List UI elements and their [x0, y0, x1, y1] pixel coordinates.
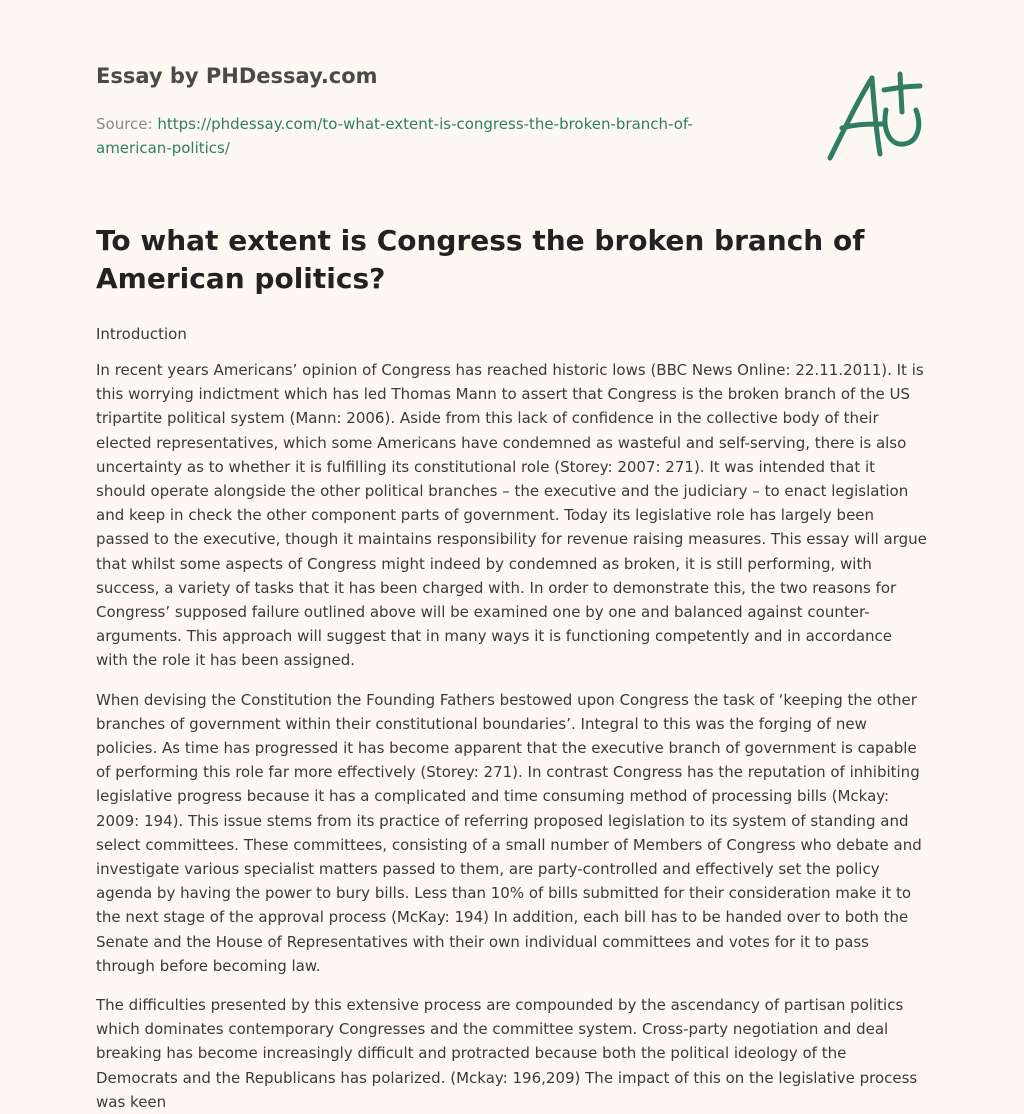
a-plus-grade-icon — [822, 66, 932, 166]
essay-paragraph: The difficulties presented by this extensive process are compounded by the ascendancy of partisan politics which dominates contemporary Congresses and the committee system. Cross-party negotiation and deal breaking has become increasingly difficult and protracted because both the political ideology of the Democrats and the Republicans has polarized. (Mckay: 196,209) The impact of this on the legislative process was keen — [96, 996, 918, 1111]
section-label-introduction: Introduction — [96, 325, 187, 343]
source-label: Source: — [96, 115, 153, 133]
essay-title: To what extent is Congress the broken branch of American politics? — [96, 224, 865, 295]
site-title: Essay by PHDessay.com — [96, 64, 378, 88]
essay-paragraph: In recent years Americans’ opinion of Congress has reached historic lows (BBC News Online: 22.11.2011). It is this worrying indictment which has led Thomas Mann to assert that Congress is the broken branch of the US tripartite political system (Mann: 2006). Aside from this lack of confidence in the collective body of their elected representatives, which some Americans have condemned as wasteful and self-serving, there is also uncertainty as to whether it is fulfilling its constitutional role (Storey: 2007: 271). It was intended that it should operate alongside the other political branches – the executive and the judiciary – to enact legislation and keep in check the other component parts of government. Today its legislative role has largely been passed to the executive, though it maintains responsibility for revenue raising measures. This essay will argue that whilst some aspects of Congress might indeed by condemned as broken, it is still performing, with success, a variety of tasks that it has been charged with. In order to demonstrate this, the two reasons for Congress’ supposed failure outlined above will be examined one by one and balanced against counter-arguments. This approach will suggest that in many ways it is functioning competently and in accordance with the role it has been assigned. — [96, 361, 927, 670]
page-header — [96, 0, 928, 190]
essay-paragraph: When devising the Constitution the Founding Fathers bestowed upon Congress the task of ‘keeping the other branches of government within their constitutional boundaries’. Integral to this was the forging of new policies. As time has progressed it has become apparent that the executive branch of government is capable of performing this role far more effectively (Storey: 271). In contrast Congress has the reputation of inhibiting legislative progress because it has a complicated and time consuming method of processing bills (Mckay: 2009: 194). This issue stems from its practice of referring proposed legislation to its system of standing and select committees. These committees, consisting of a small number of Members of Congress who debate and investigate various specialist matters passed to them, are party-controlled and effectively set the policy agenda by having the power to bury bills. Less than 10% of bills submitted for their consideration make it to the next stage of the approval process (McKay: 194) In addition, each bill has to be handed over to both the Senate and the House of Representatives with their own individual committees and votes for it to pass through before becoming law. — [96, 690, 922, 975]
source-line — [96, 112, 716, 160]
source-link[interactable]: https://phdessay.com/to-what-extent-is-congress-the-broken-branch-of-american-politics/ — [96, 115, 693, 157]
